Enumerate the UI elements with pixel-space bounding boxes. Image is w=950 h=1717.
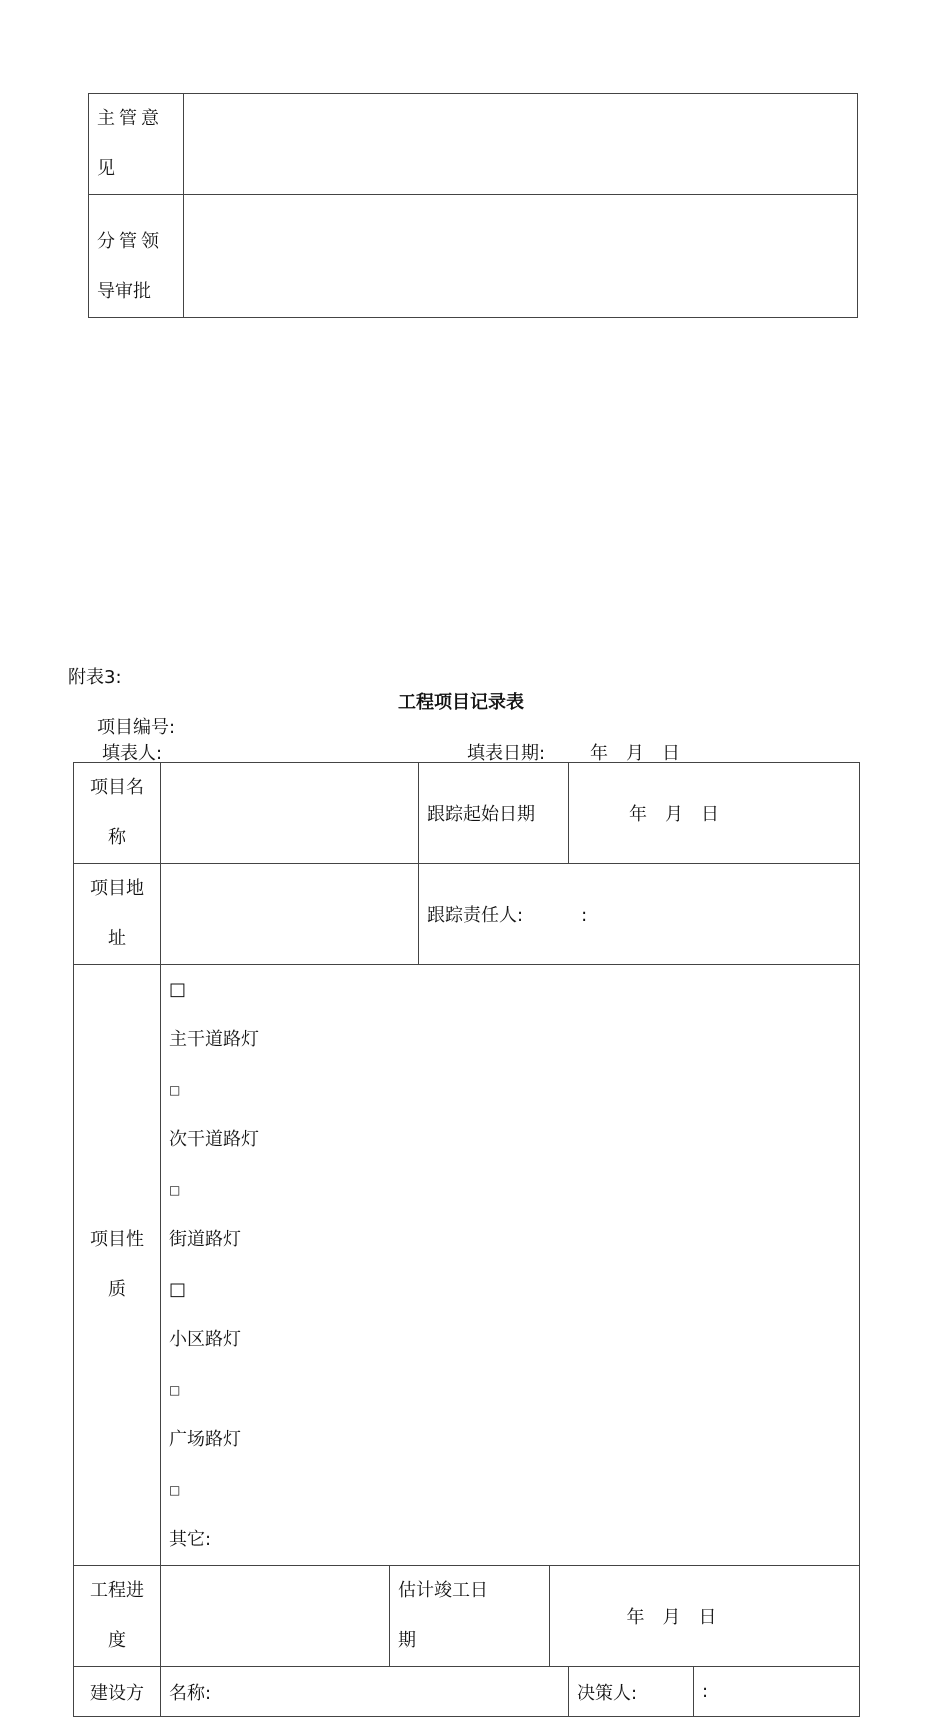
project-address-label-line2: 址 <box>108 928 126 949</box>
option-community-light-label: 小区路灯 <box>169 1329 241 1350</box>
project-nature-label-line1: 项目性 <box>90 1229 144 1250</box>
approval-row-leader <box>89 195 858 318</box>
project-name-label-line1: 项目名 <box>90 777 144 798</box>
row-project-nature <box>74 965 860 1566</box>
row-project-name <box>74 763 860 864</box>
project-progress-field[interactable] <box>161 1566 390 1667</box>
approval-table <box>88 93 858 318</box>
project-progress-label-line1: 工程进 <box>90 1580 144 1601</box>
attachment-label: 附表3: <box>68 667 122 688</box>
builder-name-label: 名称: <box>169 1682 212 1704</box>
supervisor-opinion-label-line2: 见 <box>97 158 115 179</box>
track-start-date[interactable]: 年 月 日 <box>569 763 860 864</box>
project-address-field[interactable] <box>161 864 419 965</box>
project-nature-label <box>74 965 161 1566</box>
builder-name-cell[interactable] <box>161 1667 569 1717</box>
filler-label: 填表人: <box>102 743 163 764</box>
row-project-progress <box>74 1566 860 1667</box>
project-nature-options <box>161 965 860 1566</box>
checkbox-icon: □ <box>169 1083 181 1097</box>
decision-contact-colon: : <box>702 1681 709 1702</box>
decision-contact-cell[interactable] <box>694 1667 860 1717</box>
project-address-label <box>74 864 161 965</box>
project-name-field[interactable] <box>161 763 419 864</box>
option-plaza-light-label: 广场路灯 <box>169 1429 241 1450</box>
track-person-colon: : <box>581 905 588 926</box>
track-start-label: 跟踪起始日期 <box>419 763 569 864</box>
track-person-label: 跟踪责任人: <box>427 905 524 926</box>
project-name-label-line2: 称 <box>108 827 126 848</box>
option-plaza-light[interactable] <box>169 1365 298 1465</box>
supervisor-opinion-label-line1: 主管意 <box>97 108 163 129</box>
supervisor-opinion-label <box>89 94 184 195</box>
option-secondary-road-light[interactable] <box>169 1065 305 1165</box>
leader-approval-label-line2: 导审批 <box>97 281 151 302</box>
project-nature-label-line2: 质 <box>108 1279 126 1300</box>
option-main-road-light-label: 主干道路灯 <box>169 1029 259 1050</box>
checkbox-icon: □ <box>169 979 187 1000</box>
option-secondary-road-light-label: 次干道路灯 <box>169 1129 259 1150</box>
est-completion-label-line1: 估计竣工日 <box>398 1580 488 1601</box>
project-progress-label <box>74 1566 161 1667</box>
project-number-label: 项目编号: <box>97 717 176 738</box>
project-address-label-line1: 项目地 <box>90 878 144 899</box>
leader-approval-label-line1: 分管领 <box>97 231 163 252</box>
row-project-address <box>74 864 860 965</box>
supervisor-opinion-field[interactable] <box>184 94 858 195</box>
est-completion-date[interactable]: 年 月 日 <box>550 1566 860 1667</box>
option-other[interactable] <box>169 1465 859 1565</box>
option-other-label: 其它: <box>169 1529 212 1550</box>
est-completion-label-line2: 期 <box>398 1630 416 1651</box>
option-street-light[interactable] <box>169 1165 859 1265</box>
track-person-cell[interactable] <box>419 864 860 965</box>
nature-options-row2 <box>169 1265 859 1565</box>
form-title: 工程项目记录表 <box>398 692 524 713</box>
leader-approval-label <box>89 195 184 318</box>
checkbox-icon: □ <box>169 1183 181 1197</box>
option-community-light[interactable] <box>169 1265 298 1365</box>
leader-approval-field[interactable] <box>184 195 858 318</box>
nature-options-row1 <box>169 965 859 1265</box>
decision-maker-label: 决策人: <box>577 1682 638 1704</box>
row-builder <box>74 1667 860 1717</box>
project-name-label <box>74 763 161 864</box>
builder-label: 建设方 <box>74 1667 161 1717</box>
decision-maker-cell[interactable] <box>569 1667 694 1717</box>
checkbox-icon: □ <box>169 1483 181 1497</box>
est-completion-label <box>390 1566 550 1667</box>
option-main-road-light[interactable] <box>169 965 305 1065</box>
option-street-light-label: 街道路灯 <box>169 1229 241 1250</box>
project-progress-label-line2: 度 <box>108 1630 126 1651</box>
fill-date-label: 填表日期: <box>467 743 546 764</box>
checkbox-icon: □ <box>169 1383 181 1397</box>
approval-row-supervisor <box>89 94 858 195</box>
fill-date-value: 年 月 日 <box>590 743 680 764</box>
checkbox-icon: □ <box>169 1279 187 1300</box>
project-record-table <box>73 762 860 1717</box>
